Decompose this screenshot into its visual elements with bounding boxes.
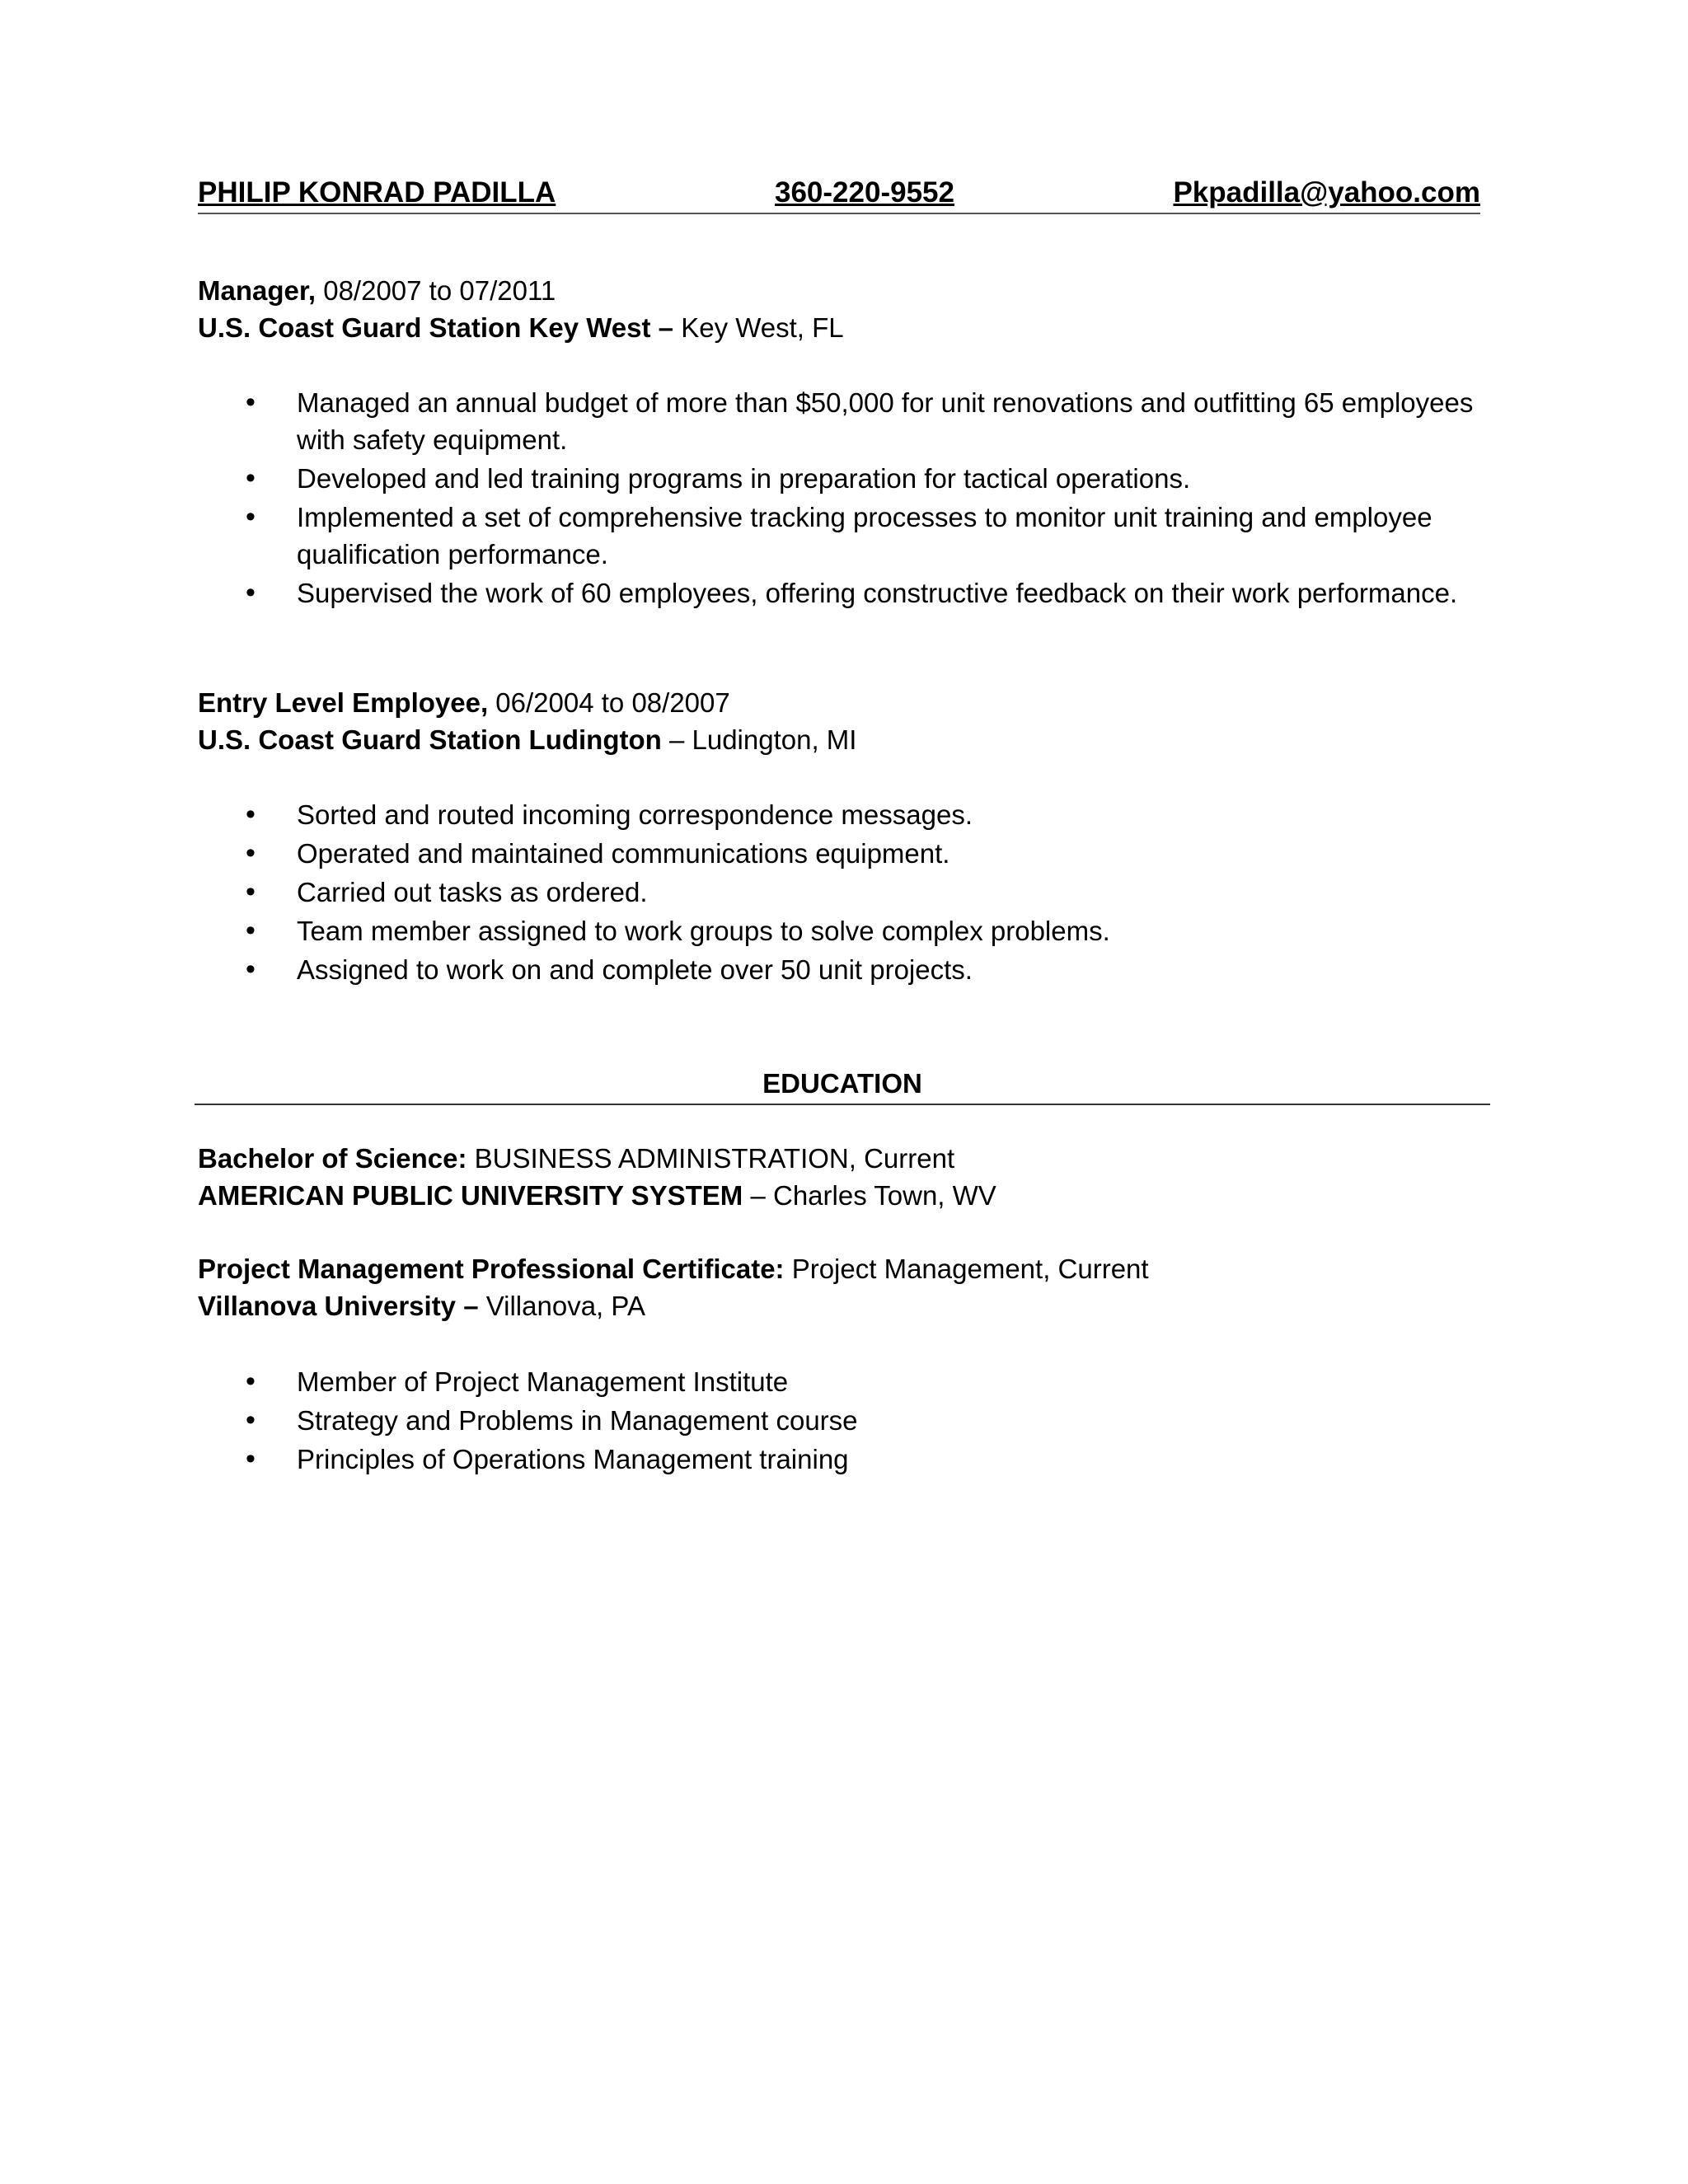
resume-header — [198, 173, 1480, 214]
school-line — [198, 1287, 1517, 1324]
job-employer: U.S. Coast Guard Station Ludington — [198, 724, 662, 755]
job-entry-entry-level — [198, 684, 1517, 758]
list-item: • Team member assigned to work groups to solve complex problems. — [198, 912, 1500, 949]
list-item: • Principles of Operations Management training — [198, 1441, 1500, 1478]
job-title: Manager, — [198, 275, 316, 306]
education-entry-bachelor — [198, 1140, 1517, 1214]
list-item: • Assigned to work on and complete over 50 unit projects. — [198, 951, 1500, 988]
job-title: Entry Level Employee, — [198, 687, 489, 718]
candidate-email: Pkpadilla@yahoo.com — [1173, 176, 1480, 209]
job-dates: 06/2004 to 08/2007 — [488, 687, 730, 718]
job-dates: 08/2007 to 07/2011 — [316, 275, 556, 306]
job-duties-list — [198, 384, 1500, 613]
list-item: • Operated and maintained communications equipment. — [198, 835, 1500, 872]
job-title-line — [198, 684, 1517, 721]
list-item: • Managed an annual budget of more than $50,000 for unit renovations and outfitting 65 employees with safety equipment. — [198, 384, 1500, 458]
job-location: Key West, FL — [673, 312, 844, 343]
certificate-details-list — [198, 1363, 1500, 1479]
list-item: • Sorted and routed incoming correspondence messages. — [198, 796, 1500, 833]
list-item: • Carried out tasks as ordered. — [198, 874, 1500, 911]
school-line — [198, 1177, 1517, 1214]
job-employer-line — [198, 721, 1517, 758]
job-title-line — [198, 272, 1517, 309]
job-location: – Ludington, MI — [661, 724, 857, 755]
job-employer: U.S. Coast Guard Station Key West – — [198, 312, 674, 343]
school-name: Villanova University – — [198, 1291, 479, 1321]
list-item: • Strategy and Problems in Management course — [198, 1402, 1500, 1439]
school-name: AMERICAN PUBLIC UNIVERSITY SYSTEM — [198, 1180, 743, 1211]
degree-name: Bachelor of Science: — [198, 1143, 467, 1174]
degree-line — [198, 1140, 1517, 1177]
job-duties-list — [198, 796, 1500, 990]
job-entry-manager — [198, 272, 1517, 346]
list-item: • Developed and led training programs in preparation for tactical operations. — [198, 460, 1500, 497]
degree-field: BUSINESS ADMINISTRATION, Current — [467, 1143, 955, 1174]
education-entry-certificate — [198, 1250, 1517, 1324]
candidate-phone: 360-220-9552 — [775, 176, 954, 209]
job-employer-line — [198, 309, 1517, 346]
list-item: • Member of Project Management Institute — [198, 1363, 1500, 1400]
degree-name: Project Management Professional Certificate: — [198, 1254, 785, 1284]
school-location: – Charles Town, WV — [743, 1180, 996, 1211]
candidate-name: PHILIP KONRAD PADILLA — [198, 176, 556, 209]
education-heading: EDUCATION — [195, 1065, 1490, 1105]
school-location: Villanova, PA — [478, 1291, 645, 1321]
list-item: • Supervised the work of 60 employees, offering constructive feedback on their work performance. — [198, 574, 1500, 612]
degree-field: Project Management, Current — [784, 1254, 1149, 1284]
degree-line — [198, 1250, 1517, 1287]
list-item: • Implemented a set of comprehensive tracking processes to monitor unit training and employee qualification performance. — [198, 499, 1500, 573]
